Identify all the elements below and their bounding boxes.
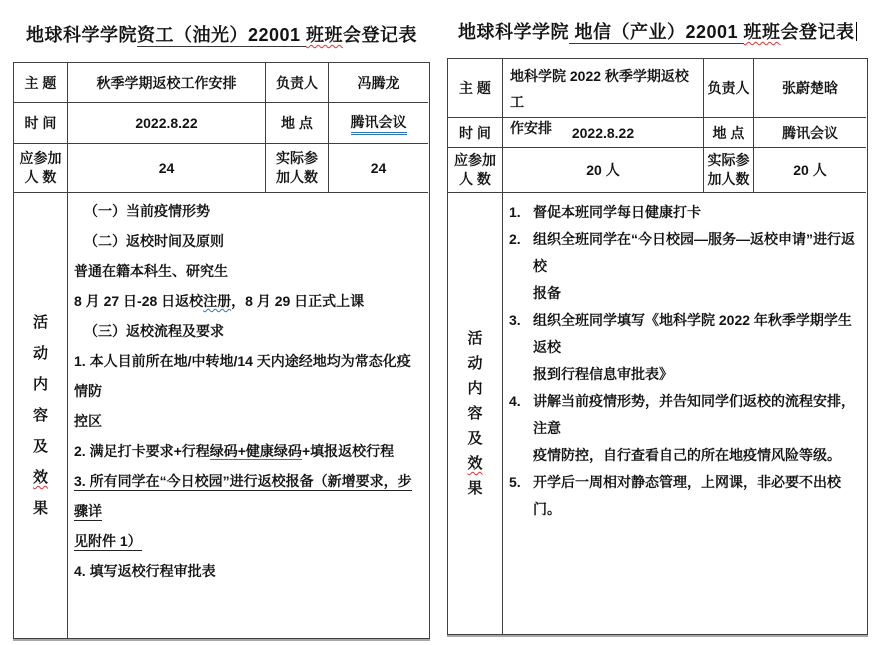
expected-count-value-cell: 20 人	[503, 148, 704, 193]
title-school: 地球科学学院	[25, 25, 137, 45]
activity-content-cell	[503, 193, 866, 634]
expected-count-label-cell: 应参加 人 数	[448, 148, 503, 193]
right-form-title	[447, 16, 868, 48]
time-label-cell: 时 间	[448, 118, 503, 148]
right-table	[447, 58, 868, 635]
title-rest: 会登记表	[343, 25, 418, 45]
numbered-item: 4. 讲解当前疫情形势，并告知同学们返校的流程安排，注意 疫情防控，自行查看自己的所在地疫情风险等级。	[509, 393, 855, 463]
title-class-blank: 地信（产业）22001	[568, 22, 744, 42]
left-form-title	[13, 18, 430, 52]
content-line: （二）返校时间及原则	[84, 233, 224, 249]
activity-content-cell	[68, 193, 428, 638]
activity-vertical-label: 活 动 内 容 及 效 果	[448, 193, 503, 634]
proofing-marked-text: 注册	[203, 293, 232, 309]
left-registration-form	[13, 18, 430, 639]
place-label-cell: 地 点	[266, 103, 329, 144]
numbered-item: 1. 督促本班同学每日健康打卡	[509, 204, 701, 220]
content-line: 4. 填写返校行程审批表	[74, 563, 216, 579]
actual-count-label-cell: 实际参 加人数	[704, 148, 754, 193]
place-value-cell	[329, 103, 428, 144]
place-label-cell: 地 点	[704, 118, 754, 148]
time-value-cell: 2022.8.22	[68, 103, 266, 144]
theme-value-cell: 地科学院 2022 秋季学期返校工 作安排	[503, 59, 704, 118]
title-wavy-word: 班班	[306, 25, 344, 45]
content-line: 控区	[74, 413, 102, 429]
numbered-item: 3. 组织全班同学填写《地科学院 2022 年秋季学期学生返校 报到行程信息审批表》	[509, 312, 852, 382]
lead-label-cell: 负责人	[266, 63, 329, 103]
content-line: 1. 本人目前所在地/中转地/14 天内途经地均为常态化疫情防	[74, 353, 411, 399]
title-class-blank: 资工（油光）22001	[136, 25, 307, 45]
theme-label-cell: 主 题	[448, 59, 503, 118]
title-rest: 会登记表	[780, 22, 855, 42]
content-line: 普通在籍本科生、研究生	[74, 263, 228, 279]
activity-vertical-label: 活 动 内 容 及 效 果	[14, 193, 68, 638]
lead-label-cell: 负责人	[704, 59, 754, 118]
place-value-cell: 腾讯会议	[754, 118, 866, 148]
content-line: 8 月 27 日-28 日返校注册，8 月 29 日正式上课	[74, 293, 365, 309]
actual-count-label-cell: 实际参 加人数	[266, 144, 329, 193]
expected-count-value-cell: 24	[68, 144, 266, 193]
lead-name-cell: 冯腾龙	[329, 63, 428, 103]
content-line: 见附件 1）	[74, 533, 142, 549]
actual-count-value-cell: 24	[329, 144, 428, 193]
time-value-cell: 2022.8.22	[503, 118, 704, 148]
title-school: 地球科学学院	[457, 22, 569, 42]
right-registration-form	[447, 16, 868, 635]
place-value: 腾讯会议	[351, 112, 407, 135]
content-line: （三）返校流程及要求	[84, 323, 224, 339]
title-wavy-word: 班班	[743, 22, 781, 42]
proofing-marked-text: 绿码+健康绿码	[209, 443, 302, 459]
actual-count-value-cell: 20 人	[754, 148, 866, 193]
content-line: 2. 满足打卡要求+行程绿码+健康绿码+填报返校行程	[74, 443, 395, 459]
expected-count-label-cell: 应参加 人 数	[14, 144, 68, 193]
numbered-item: 5. 开学后一周相对静态管理，上网课，非必要不出校门。	[509, 474, 841, 517]
theme-label-cell: 主 题	[14, 63, 68, 103]
lead-name-cell: 张蔚楚晗	[754, 59, 866, 118]
time-label-cell: 时 间	[14, 103, 68, 144]
content-line: 3. 所有同学在“今日校园”进行返校报备（新增要求，步骤详	[74, 473, 412, 519]
content-line: （一）当前疫情形势	[84, 203, 210, 219]
theme-value-cell: 秋季学期返校工作安排	[68, 63, 266, 103]
left-table	[13, 62, 430, 639]
text-cursor	[856, 22, 858, 41]
numbered-item: 2. 组织全班同学在“今日校园—服务—返校申请”进行返校 报备	[509, 231, 855, 301]
